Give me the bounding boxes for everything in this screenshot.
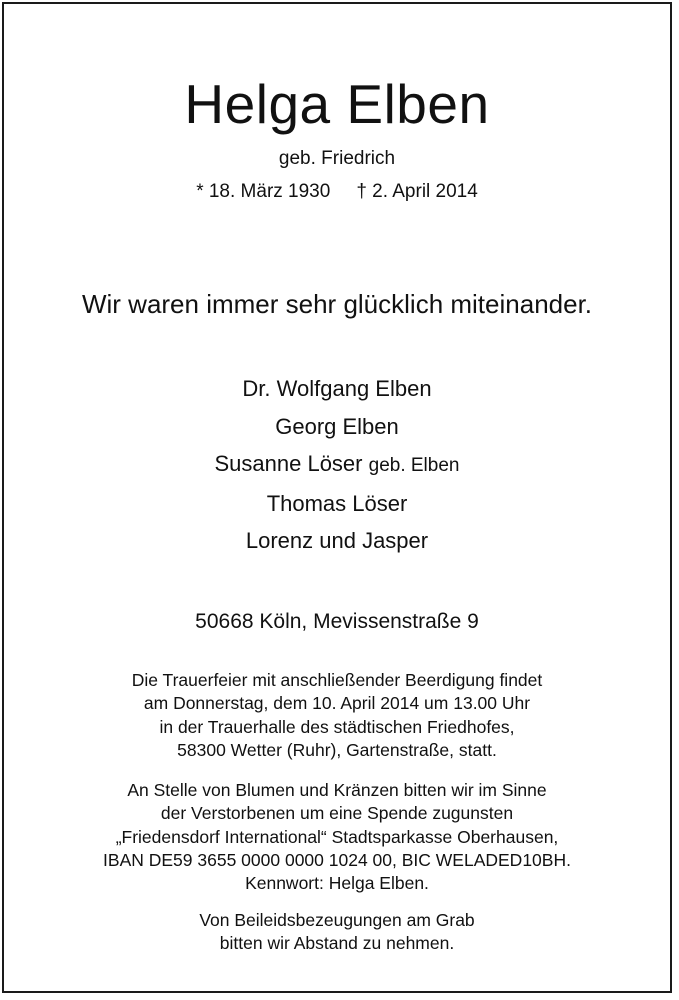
ceremony-line: Die Trauerfeier mit anschließender Beerdigung findet: [131, 670, 543, 690]
obituary-notice: [2, 2, 672, 993]
donation-line: Kennwort: Helga Elben.: [245, 873, 429, 894]
ceremony-info: [4, 669, 670, 762]
mourner-name: Dr. Wolfgang Elben: [242, 376, 432, 401]
donation-line: der Verstorbenen um eine Spende zugunsten: [160, 803, 514, 824]
deceased-name: Helga Elben: [184, 73, 490, 135]
donation-line: IBAN DE59 3655 0000 0000 1024 00, BIC WELADED10BH.: [103, 849, 571, 870]
graveside-line: Von Beileidsbezeugungen am Grab: [199, 910, 475, 930]
ceremony-line: in der Trauerhalle des städtischen Friedhofes,: [159, 716, 515, 737]
mourner: [4, 445, 670, 485]
family-address: 50668 Köln, Mevissenstraße 9: [195, 610, 479, 633]
mourner-name: Georg Elben: [275, 413, 399, 439]
mourner-name: Susanne Löser: [214, 451, 363, 476]
mourners-list: [4, 370, 670, 560]
motto: Wir waren immer sehr glücklich miteinander.: [81, 289, 593, 319]
mourner: [4, 370, 670, 408]
mourner: [4, 522, 670, 560]
mourner-name: Thomas Löser: [266, 490, 408, 516]
life-dates: [4, 180, 670, 204]
mourner: [4, 408, 670, 446]
donation-line: „Friedensdorf International“ Stadtsparkasse Oberhausen,: [115, 826, 559, 847]
birth-date: * 18. März 1930: [196, 181, 331, 202]
maiden-name: geb. Friedrich: [278, 148, 396, 169]
mourner-maiden-name: geb. Elben: [368, 455, 460, 476]
donation-line: An Stelle von Blumen und Kränzen bitten wir im Sinne: [127, 780, 547, 800]
mourner-name: Lorenz und Jasper: [245, 528, 429, 553]
graveside-line: bitten wir Abstand zu nehmen.: [219, 933, 455, 954]
mourner: [4, 485, 670, 523]
donation-info: [4, 779, 670, 895]
death-date: † 2. April 2014: [356, 181, 478, 202]
ceremony-line: am Donnerstag, dem 10. April 2014 um 13.00 Uhr: [143, 693, 531, 714]
graveside-request: [4, 909, 670, 956]
ceremony-line: 58300 Wetter (Ruhr), Gartenstraße, statt.: [177, 739, 497, 760]
